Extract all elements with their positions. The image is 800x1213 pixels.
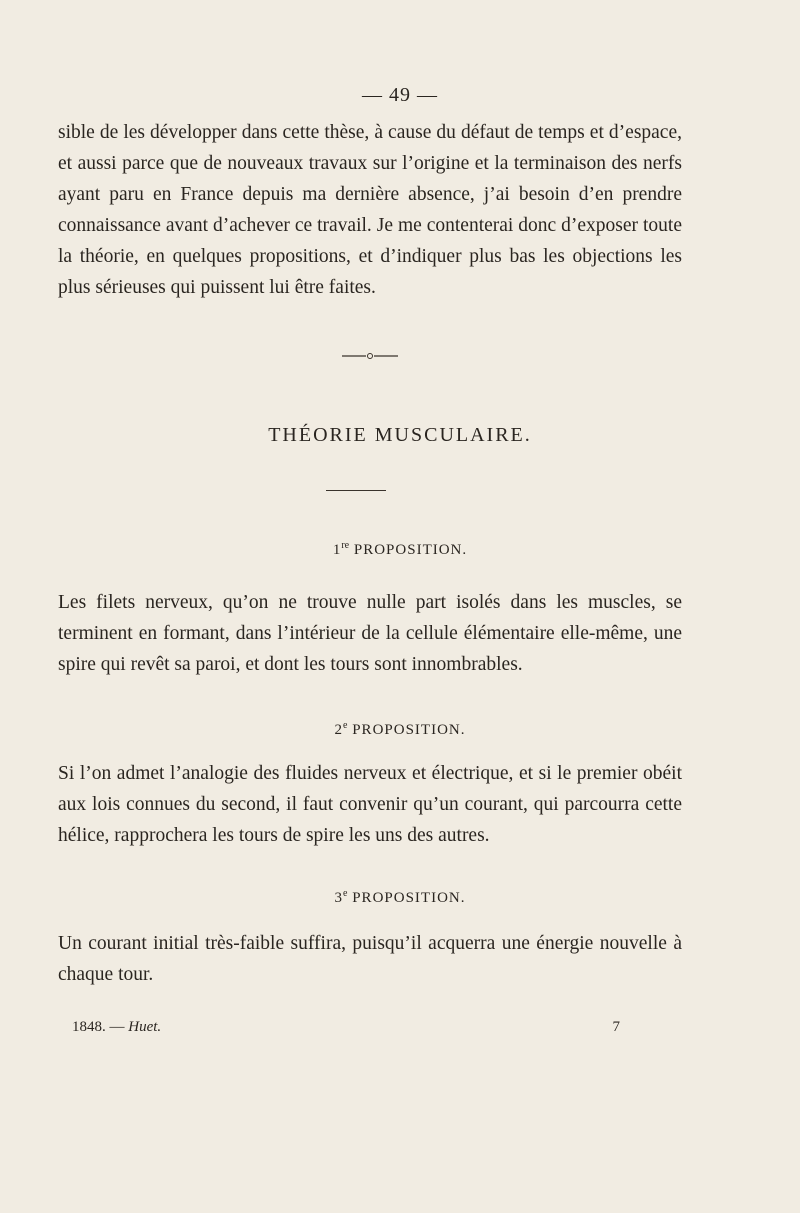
section-title: THÉORIE MUSCULAIRE. bbox=[268, 424, 532, 446]
proposition-number: 1 bbox=[332, 542, 342, 558]
page-number: — 49 — bbox=[362, 84, 438, 106]
proposition-number: 2 bbox=[334, 722, 344, 738]
opening-paragraph: sible de les développer dans cette thèse, à cause du défaut de temps et d’espace, et aussi parce que de nouveaux travaux sur l’origine et la terminaison des nerfs ayant paru en France depuis ma dernière absence, j’ai besoin d’en prendre connaissance avant d’achever ce travail. Je me contenterai donc d’exposer toute la théorie, en quelques propositions, et d’indiquer plus bas les objections les plus sérieuses qui puissent lui être faites. bbox=[58, 122, 682, 298]
proposition-label: PROPOSITION. bbox=[352, 722, 466, 738]
footer-dash: — bbox=[109, 1019, 125, 1035]
page-footer bbox=[72, 1019, 620, 1036]
proposition-label: PROPOSITION. bbox=[353, 542, 468, 558]
proposition-3-text: Un courant initial très-faible suffira, puisqu’il acquerra une énergie nouvelle à chaque tour. bbox=[58, 933, 682, 985]
proposition-2-text: Si l’on admet l’analogie des fluides nerveux et électrique, et si le premier obéit aux lois connues du second, il faut convenir qu’un courant, qui parcourra cette hélice, rapprochera les tours de spire les uns des autres. bbox=[58, 763, 682, 846]
proposition-3-heading bbox=[0, 888, 800, 907]
proposition-ordinal: re bbox=[341, 540, 350, 551]
proposition-number: 3 bbox=[334, 890, 344, 906]
proposition-2-heading bbox=[0, 720, 800, 739]
footer-year: 1848. bbox=[72, 1019, 106, 1035]
title-rule bbox=[326, 490, 386, 491]
signature-mark: 7 bbox=[612, 1019, 620, 1035]
ornament-divider bbox=[340, 352, 400, 360]
proposition-ordinal: e bbox=[343, 888, 348, 899]
proposition-1-text: Les filets nerveux, qu’on ne trouve nulle part isolés dans les muscles, se terminent en formant, dans l’intérieur de la cellule élémentaire elle-même, une spire qui revêt sa paroi, et dont les tours sont innombrables. bbox=[58, 592, 682, 675]
proposition-ordinal: e bbox=[343, 720, 348, 731]
proposition-label: PROPOSITION. bbox=[352, 890, 466, 906]
footer-author: Huet. bbox=[128, 1019, 162, 1035]
proposition-1-heading bbox=[0, 540, 800, 559]
